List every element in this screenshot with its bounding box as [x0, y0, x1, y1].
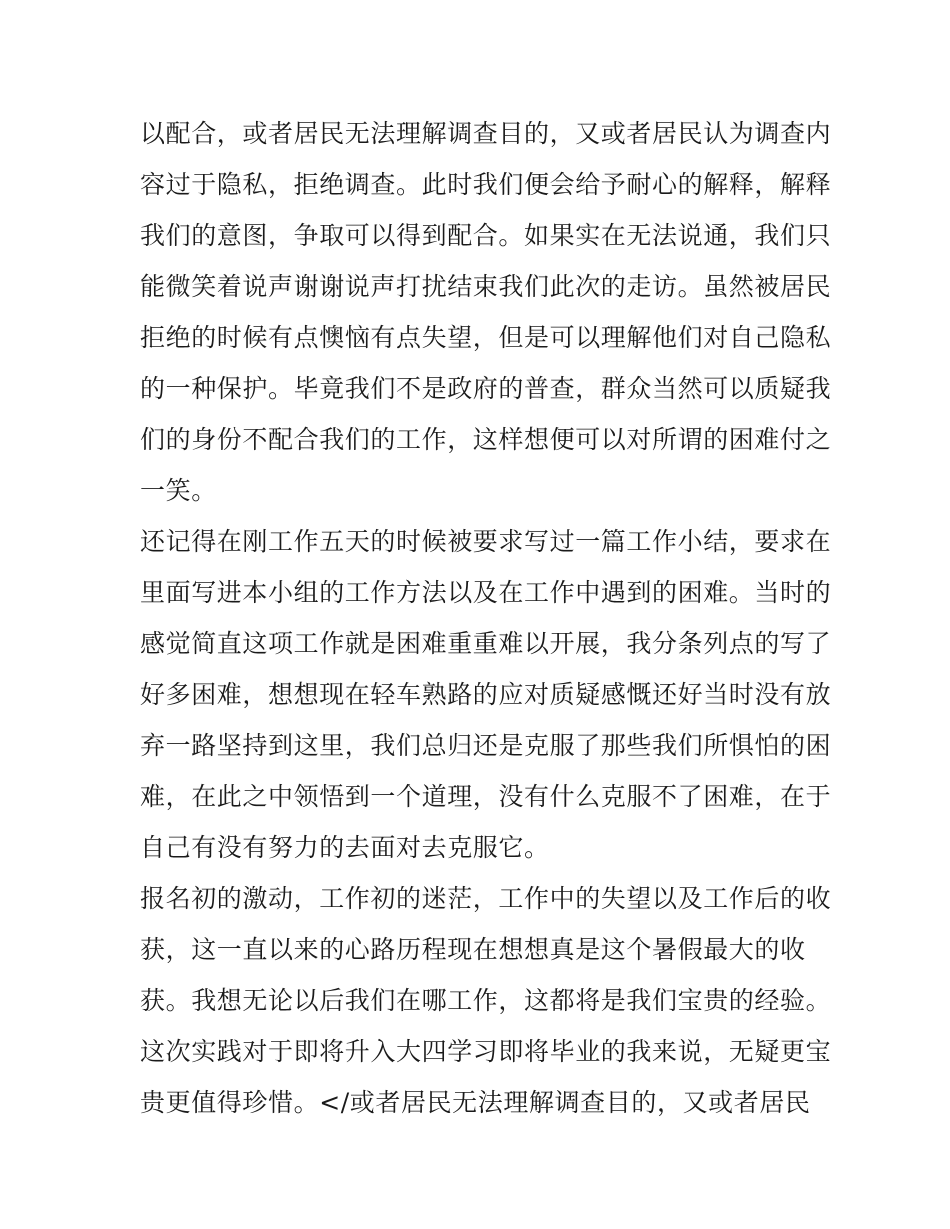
text-line: 自己有没有努力的去面对去克服它。 — [140, 833, 550, 862]
text-line: 好多困难，想想现在轻车熟路的应对质疑感慨还好当时没有放 — [140, 680, 832, 709]
text-line: 的一种保护。毕竟我们不是政府的普查，群众当然可以质疑我 — [140, 374, 832, 403]
text-line: 里面写进本小组的工作方法以及在工作中遇到的困难。当时的 — [140, 578, 832, 607]
text-line: 获。我想无论以后我们在哪工作，这都将是我们宝贵的经验。 — [140, 986, 832, 1015]
text-line: 获，这一直以来的心路历程现在想想真是这个暑假最大的收 — [140, 935, 806, 964]
text-line: 弃一路坚持到这里，我们总归还是克服了那些我们所惧怕的困 — [140, 731, 832, 760]
text-line: 一笑。 — [140, 476, 217, 505]
document-body — [140, 108, 832, 1128]
text-line: 贵更值得珍惜。</或者居民无法理解调查目的，又或者居民 — [140, 1088, 811, 1117]
text-line: 报名初的激动，工作初的迷茫，工作中的失望以及工作后的收 — [140, 884, 832, 913]
text-line: 这次实践对于即将升入大四学习即将毕业的我来说，无疑更宝 — [140, 1037, 832, 1066]
text-line: 我们的意图，争取可以得到配合。如果实在无法说通，我们只 — [140, 221, 832, 250]
text-line: 以配合，或者居民无法理解调查目的，又或者居民认为调查内 — [140, 119, 832, 148]
text-line: 难，在此之中领悟到一个道理，没有什么克服不了困难，在于 — [140, 782, 832, 811]
text-line: 拒绝的时候有点懊恼有点失望，但是可以理解他们对自己隐私 — [140, 323, 832, 352]
text-line: 感觉简直这项工作就是困难重重难以开展，我分条列点的写了 — [140, 629, 832, 658]
text-line: 们的身份不配合我们的工作，这样想便可以对所谓的困难付之 — [140, 425, 832, 454]
text-line: 容过于隐私，拒绝调查。此时我们便会给予耐心的解释，解释 — [140, 170, 832, 199]
text-line: 能微笑着说声谢谢说声打扰结束我们此次的走访。虽然被居民 — [140, 272, 832, 301]
text-line: 还记得在刚工作五天的时候被要求写过一篇工作小结，要求在 — [140, 527, 832, 556]
